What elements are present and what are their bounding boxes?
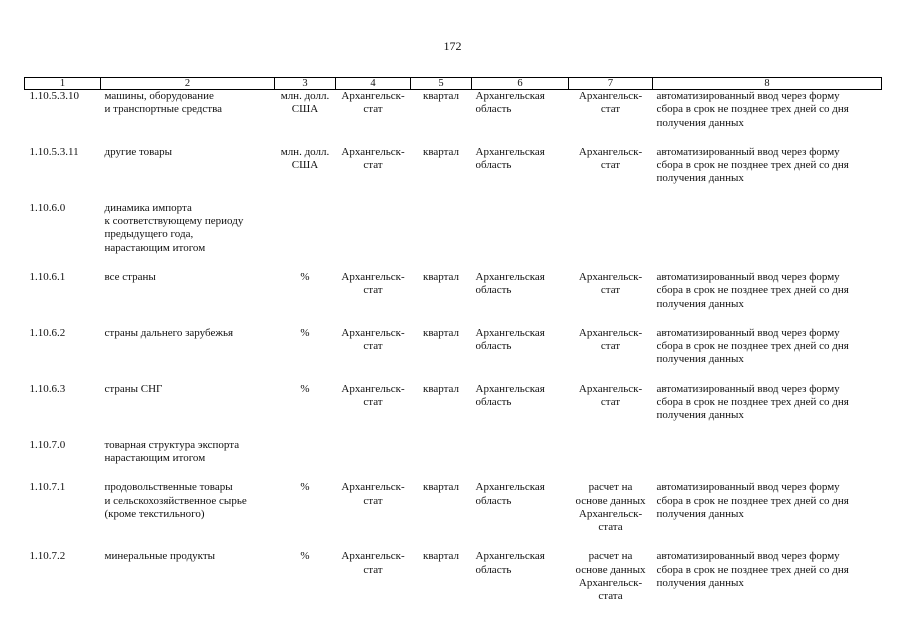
- input-method-line: автоматизированный ввод через форму: [656, 90, 840, 102]
- indicator-name-line: динамика импорта: [104, 201, 192, 214]
- table-row: [25, 202, 882, 271]
- data-source-cell: [336, 481, 411, 550]
- input-method-line: автоматизированный ввод через форму: [656, 550, 840, 563]
- territory-cell: [472, 271, 569, 327]
- responsible-body-line: стат: [600, 340, 621, 353]
- indicators-table: [24, 77, 882, 620]
- unit-of-measure-line: США: [291, 159, 319, 172]
- data-source-line: Архангельск-: [341, 481, 405, 494]
- indicator-name-line: (кроме текстильного): [104, 507, 205, 520]
- periodicity-cell: [411, 90, 472, 146]
- data-source-cell: [336, 327, 411, 383]
- periodicity-line: квартал: [422, 382, 460, 395]
- indicator-name-cell: [101, 439, 275, 482]
- input-method-line: получения данных: [656, 507, 744, 520]
- input-method-cell: [653, 383, 882, 439]
- indicator-code-cell: [25, 481, 101, 550]
- input-method-line: автоматизированный ввод через форму: [656, 145, 840, 158]
- unit-of-measure-cell: [275, 90, 336, 146]
- indicator-name-line: страны СНГ: [104, 382, 163, 395]
- indicator-name-line: товарная структура экспорта: [104, 438, 240, 451]
- responsible-body-line: Архангельск-: [578, 145, 643, 158]
- indicator-name-line: нарастающим итогом: [104, 451, 206, 464]
- indicator-name-cell: [101, 271, 275, 327]
- data-source-line: стат: [363, 284, 383, 297]
- unit-of-measure-cell: [275, 439, 336, 482]
- input-method-line: сбора в срок не позднее трех дней со дня: [656, 563, 849, 576]
- unit-of-measure-cell: [275, 202, 336, 271]
- responsible-body-cell: [569, 439, 653, 482]
- input-method-cell: [653, 481, 882, 550]
- indicator-code-cell: [25, 271, 101, 327]
- territory-cell: [472, 439, 569, 482]
- periodicity-line: квартал: [422, 550, 460, 563]
- indicator-code: 1.10.7.1: [29, 481, 66, 494]
- indicator-name-line: продовольственные товары: [104, 481, 233, 494]
- indicator-name-line: нарастающим итогом: [104, 241, 206, 254]
- unit-of-measure-cell: [275, 271, 336, 327]
- unit-of-measure-line: %: [300, 326, 310, 339]
- input-method-line: получения данных: [656, 577, 744, 590]
- responsible-body-line: стат: [600, 396, 621, 409]
- territory-cell: [472, 202, 569, 271]
- indicator-name-cell: [101, 327, 275, 383]
- indicator-code: 1.10.6.2: [29, 326, 66, 339]
- territory-cell: [472, 90, 569, 146]
- periodicity-cell: [411, 202, 472, 271]
- input-method-line: сбора в срок не позднее трех дней со дня: [656, 159, 849, 172]
- indicator-name-line: предыдущего года,: [104, 228, 194, 241]
- territory-line: Архангельская: [475, 270, 545, 283]
- table-body: [25, 90, 882, 620]
- data-source-line: Архангельск-: [341, 550, 405, 563]
- data-source-cell: [336, 383, 411, 439]
- responsible-body-line: стата: [598, 590, 623, 603]
- data-source-line: Архангельск-: [341, 326, 405, 339]
- input-method-line: автоматизированный ввод через форму: [656, 382, 840, 395]
- data-source-cell: [336, 271, 411, 327]
- periodicity-cell: [411, 383, 472, 439]
- indicator-name-line: другие товары: [104, 145, 172, 158]
- indicator-name-line: и сельскохозяйственное сырье: [104, 494, 247, 507]
- responsible-body-cell: [569, 327, 653, 383]
- indicator-code-cell: [25, 383, 101, 439]
- unit-of-measure-line: %: [300, 382, 310, 395]
- input-method-cell: [653, 327, 882, 383]
- table-row: [25, 439, 882, 482]
- data-source-line: стат: [363, 494, 383, 507]
- indicator-code-cell: [25, 439, 101, 482]
- indicator-name-cell: [101, 202, 275, 271]
- periodicity-cell: [411, 550, 472, 619]
- territory-line: область: [475, 396, 512, 409]
- indicator-code: 1.10.6.1: [29, 270, 66, 283]
- input-method-line: сбора в срок не позднее трех дней со дня: [656, 284, 849, 297]
- indicator-name-line: и транспортные средства: [104, 103, 223, 116]
- responsible-body-line: Архангельск-: [578, 270, 643, 283]
- indicator-code-cell: [25, 90, 101, 146]
- data-source-line: стат: [363, 340, 383, 353]
- unit-of-measure-cell: [275, 327, 336, 383]
- unit-of-measure-cell: [275, 146, 336, 202]
- data-source-line: стат: [363, 103, 383, 116]
- data-source-line: Архангельск-: [341, 270, 405, 283]
- data-source-line: Архангельск-: [341, 145, 405, 158]
- input-method-line: автоматизированный ввод через форму: [656, 481, 840, 494]
- responsible-body-cell: [569, 146, 653, 202]
- input-method-cell: [653, 146, 882, 202]
- responsible-body-cell: [569, 550, 653, 619]
- indicator-code-cell: [25, 327, 101, 383]
- column-number-row: [25, 78, 882, 90]
- page-number: 172: [443, 39, 462, 53]
- responsible-body-line: Архангельск-: [578, 326, 643, 339]
- periodicity-cell: [411, 481, 472, 550]
- data-source-cell: [336, 90, 411, 146]
- input-method-line: получения данных: [656, 116, 744, 129]
- input-method-cell: [653, 271, 882, 327]
- unit-of-measure-line: млн. долл.: [280, 145, 330, 158]
- territory-line: Архангельская: [475, 326, 545, 339]
- territory-line: область: [475, 103, 512, 116]
- territory-cell: [472, 327, 569, 383]
- table-row: [25, 550, 882, 619]
- responsible-body-line: Архангельск-: [578, 382, 643, 395]
- territory-cell: [472, 146, 569, 202]
- input-method-cell: [653, 439, 882, 482]
- responsible-body-line: расчет на: [588, 481, 633, 494]
- responsible-body-cell: [569, 383, 653, 439]
- indicator-code: 1.10.7.2: [29, 550, 66, 563]
- indicator-name-line: страны дальнего зарубежья: [104, 326, 234, 339]
- indicator-code-cell: [25, 202, 101, 271]
- territory-line: Архангельская: [475, 382, 545, 395]
- column-header: 4: [336, 78, 411, 90]
- responsible-body-line: основе данных: [575, 494, 646, 507]
- table-row: [25, 481, 882, 550]
- periodicity-cell: [411, 327, 472, 383]
- unit-of-measure-cell: [275, 481, 336, 550]
- indicator-name-line: минеральные продукты: [104, 550, 216, 563]
- responsible-body-line: стат: [600, 284, 621, 297]
- responsible-body-line: расчет на: [588, 550, 633, 563]
- data-source-line: Архангельск-: [341, 382, 405, 395]
- unit-of-measure-line: млн. долл.: [280, 90, 330, 102]
- column-header: 1: [25, 78, 101, 90]
- data-source-line: стат: [363, 396, 383, 409]
- periodicity-line: квартал: [422, 145, 460, 158]
- unit-of-measure-line: США: [291, 103, 319, 116]
- column-header: 6: [472, 78, 569, 90]
- territory-cell: [472, 550, 569, 619]
- input-method-cell: [653, 202, 882, 271]
- unit-of-measure-cell: [275, 383, 336, 439]
- territory-line: Архангельская: [475, 90, 545, 102]
- data-source-cell: [336, 202, 411, 271]
- responsible-body-line: основе данных: [575, 563, 646, 576]
- responsible-body-cell: [569, 271, 653, 327]
- indicator-name-cell: [101, 146, 275, 202]
- data-source-line: стат: [363, 159, 383, 172]
- responsible-body-line: Архангельск-: [578, 577, 643, 590]
- unit-of-measure-line: %: [300, 481, 310, 494]
- territory-line: Архангельская: [475, 481, 545, 494]
- territory-line: область: [475, 159, 512, 172]
- indicator-code-cell: [25, 550, 101, 619]
- territory-line: Архангельская: [475, 550, 545, 563]
- periodicity-line: квартал: [422, 270, 460, 283]
- table-row: [25, 271, 882, 327]
- responsible-body-line: Архангельск-: [578, 507, 643, 520]
- responsible-body-line: стата: [598, 521, 623, 534]
- input-method-line: сбора в срок не позднее трех дней со дня: [656, 396, 849, 409]
- territory-line: область: [475, 284, 512, 297]
- responsible-body-line: Архангельск-: [578, 90, 643, 102]
- input-method-line: сбора в срок не позднее трех дней со дня: [656, 103, 849, 116]
- territory-line: область: [475, 494, 512, 507]
- periodicity-cell: [411, 146, 472, 202]
- territory-line: область: [475, 563, 512, 576]
- indicator-code: 1.10.6.3: [29, 382, 66, 395]
- indicator-code-cell: [25, 146, 101, 202]
- input-method-line: сбора в срок не позднее трех дней со дня: [656, 340, 849, 353]
- indicator-name-line: к соответствующему периоду: [104, 215, 244, 228]
- indicator-name-cell: [101, 383, 275, 439]
- indicator-name-cell: [101, 90, 275, 146]
- periodicity-cell: [411, 271, 472, 327]
- input-method-line: получения данных: [656, 172, 744, 185]
- indicator-code: 1.10.7.0: [29, 438, 66, 451]
- column-header: 8: [653, 78, 882, 90]
- input-method-cell: [653, 550, 882, 619]
- indicator-name-line: машины, оборудование: [104, 90, 214, 102]
- unit-of-measure-cell: [275, 550, 336, 619]
- periodicity-line: квартал: [422, 481, 460, 494]
- input-method-cell: [653, 90, 882, 146]
- table-row: [25, 383, 882, 439]
- data-source-cell: [336, 439, 411, 482]
- responsible-body-cell: [569, 481, 653, 550]
- responsible-body-cell: [569, 202, 653, 271]
- data-source-cell: [336, 146, 411, 202]
- table-row: [25, 90, 882, 146]
- periodicity-line: квартал: [422, 326, 460, 339]
- data-source-line: стат: [363, 563, 383, 576]
- indicator-name-line: все страны: [104, 270, 156, 283]
- unit-of-measure-line: %: [300, 270, 310, 283]
- indicator-code: 1.10.5.3.10: [29, 90, 79, 102]
- periodicity-cell: [411, 439, 472, 482]
- data-source-line: Архангельск-: [341, 90, 405, 102]
- indicator-code: 1.10.5.3.11: [29, 145, 79, 158]
- input-method-line: получения данных: [656, 409, 744, 422]
- input-method-line: сбора в срок не позднее трех дней со дня: [656, 494, 849, 507]
- input-method-line: получения данных: [656, 353, 744, 366]
- territory-line: Архангельская: [475, 145, 545, 158]
- input-method-line: автоматизированный ввод через форму: [656, 270, 840, 283]
- table-row: [25, 327, 882, 383]
- territory-line: область: [475, 340, 512, 353]
- responsible-body-cell: [569, 90, 653, 146]
- table-row: [25, 146, 882, 202]
- territory-cell: [472, 481, 569, 550]
- territory-cell: [472, 383, 569, 439]
- column-header: 2: [101, 78, 275, 90]
- column-header: 7: [569, 78, 653, 90]
- data-source-cell: [336, 550, 411, 619]
- input-method-line: получения данных: [656, 297, 744, 310]
- indicator-name-cell: [101, 481, 275, 550]
- column-header: 3: [275, 78, 336, 90]
- responsible-body-line: стат: [600, 103, 621, 116]
- column-header: 5: [411, 78, 472, 90]
- unit-of-measure-line: %: [300, 550, 310, 563]
- input-method-line: автоматизированный ввод через форму: [656, 326, 840, 339]
- periodicity-line: квартал: [422, 90, 460, 102]
- indicator-name-cell: [101, 550, 275, 619]
- indicator-code: 1.10.6.0: [29, 201, 66, 214]
- responsible-body-line: стат: [600, 159, 621, 172]
